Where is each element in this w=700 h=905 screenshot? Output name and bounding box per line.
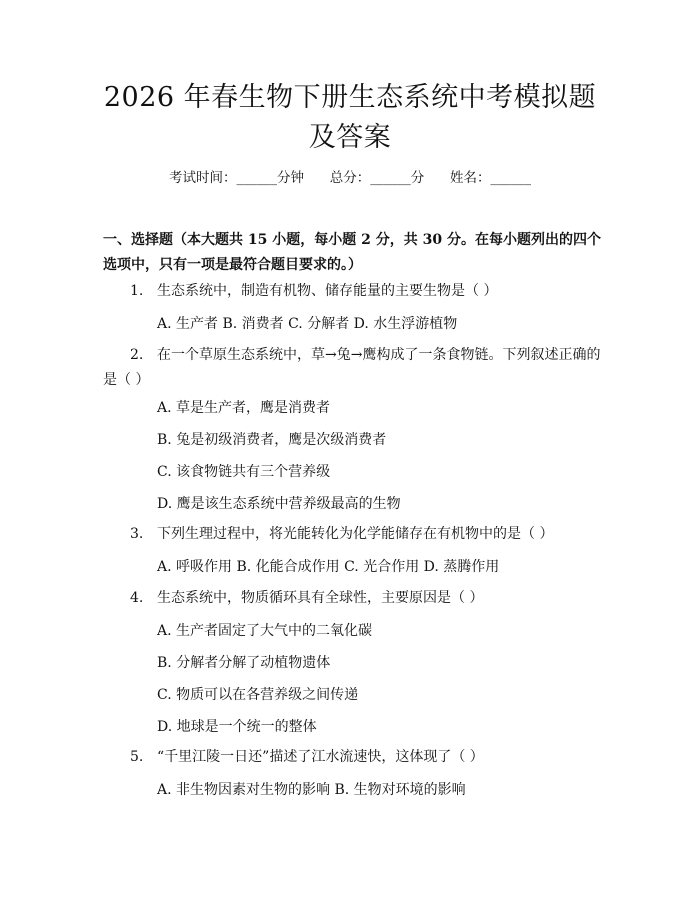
section-heading: 一、选择题（本大题共 15 小题，每小题 2 分，共 30 分。在每小题列出的四个选项中，只有一项是最符合题目要求的。） — [103, 232, 601, 273]
question-stem: “千里江陵一日还”描述了江水流速快，这体现了（ ） — [157, 749, 484, 765]
question-2 — [103, 343, 603, 393]
question-2-option-c: C. 该食物链共有三个营养级 — [157, 464, 331, 480]
question-2-option-b: B. 兔是初级消费者，鹰是次级消费者 — [157, 432, 387, 448]
question-4-option-d: D. 地球是一个统一的整体 — [157, 719, 317, 735]
exam-meta — [0, 168, 700, 188]
question-4-option-a: A. 生产者固定了大气中的二氧化碳 — [157, 623, 373, 639]
question-1 — [103, 279, 603, 304]
question-number: 1. — [130, 283, 144, 299]
total-score-label: 总分：______分 — [329, 170, 425, 186]
exam-time-label: 考试时间：______分钟 — [169, 170, 304, 186]
question-number: 5. — [130, 749, 144, 765]
student-name-label: 姓名：______ — [450, 170, 531, 186]
question-stem: 在一个草原生态系统中，草→兔→鹰构成了一条食物链。下列叙述正确的是（ ） — [103, 347, 601, 388]
question-3-options: A. 呼吸作用 B. 化能合成作用 C. 光合作用 D. 蒸腾作用 — [157, 559, 500, 575]
question-4 — [103, 586, 603, 611]
question-number: 3. — [130, 526, 144, 542]
page-title: 2026 年春生物下册生态系统中考模拟题及答案 — [103, 82, 597, 153]
question-4-option-b: B. 分解者分解了动植物遗体 — [157, 655, 331, 671]
question-stem: 生态系统中，制造有机物、储存能量的主要生物是（ ） — [157, 283, 498, 299]
question-5 — [103, 745, 603, 770]
question-4-option-c: C. 物质可以在各营养级之间传递 — [157, 687, 359, 703]
question-2-option-d: D. 鹰是该生态系统中营养级最高的生物 — [157, 496, 401, 512]
question-1-options: A. 生产者 B. 消费者 C. 分解者 D. 水生浮游植物 — [157, 316, 458, 332]
question-stem: 生态系统中，物质循环具有全球性，主要原因是（ ） — [157, 590, 484, 606]
question-5-options: A. 非生物因素对生物的影响 B. 生物对环境的影响 — [157, 782, 466, 798]
question-3 — [103, 522, 603, 547]
question-stem: 下列生理过程中，将光能转化为化学能储存在有机物中的是（ ） — [157, 526, 554, 542]
question-2-option-a: A. 草是生产者，鹰是消费者 — [157, 400, 331, 416]
question-number: 2. — [130, 347, 144, 363]
question-number: 4. — [130, 590, 144, 606]
